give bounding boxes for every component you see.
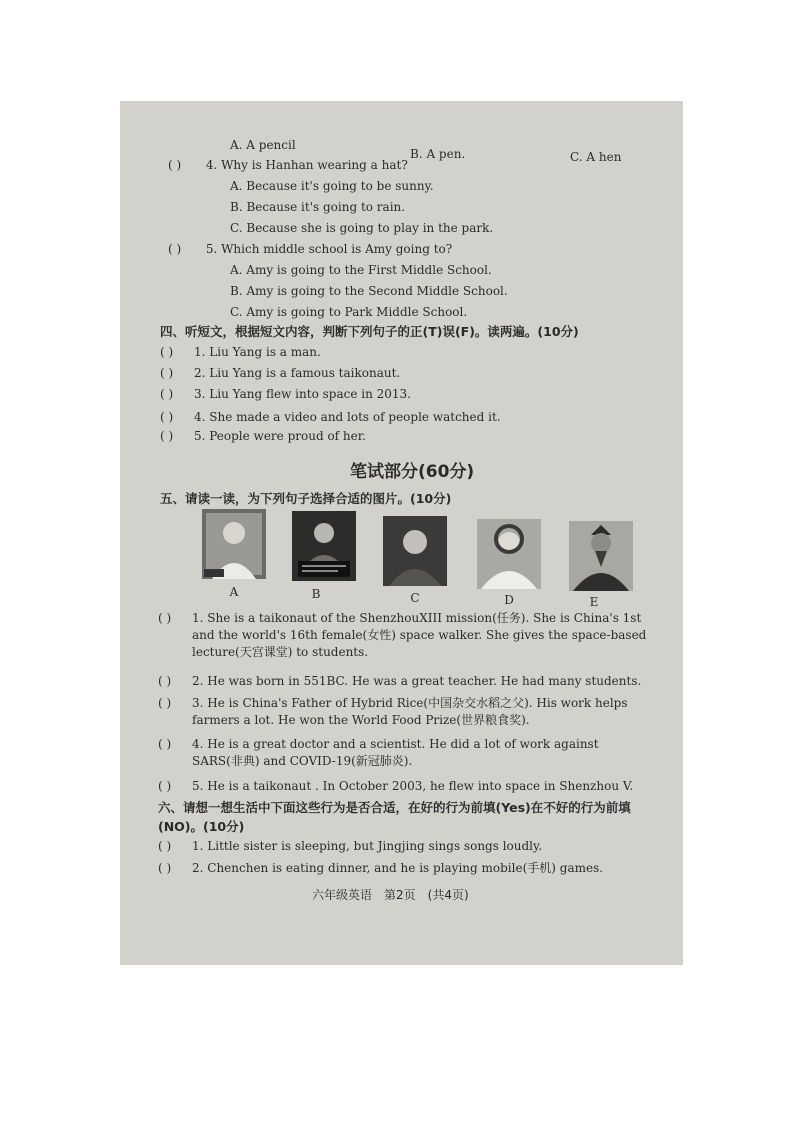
q5-question-row	[168, 241, 452, 257]
part5-item	[158, 695, 652, 729]
part6-item	[158, 838, 542, 854]
q3-option-a: A. A pencil	[230, 138, 296, 152]
answer-blank[interactable]: ( )	[160, 410, 174, 424]
part4-item	[160, 409, 501, 425]
q5-option-b: B. Amy is going to the Second Middle School.	[230, 284, 508, 298]
photo-b-farmer	[292, 511, 356, 581]
answer-blank[interactable]: ( )	[158, 674, 172, 688]
exam-page	[120, 101, 683, 965]
item-text: 1. She is a taikonaut of the ShenzhouXIII mission(任务). She is China's 1st and the world's 16th female(女性) space walker. She gives the space-based lecture(天宫课堂) to students.	[192, 611, 647, 659]
item-text: 1. Little sister is sleeping, but Jingjing sings songs loudly.	[192, 839, 543, 853]
part4-item	[160, 365, 400, 381]
part5-item	[158, 673, 641, 689]
answer-blank[interactable]: ( )	[158, 611, 172, 625]
item-text: 5. He is a taikonaut . In October 2003, he flew into space in Shenzhou V.	[192, 779, 634, 793]
answer-blank[interactable]: ( )	[158, 696, 172, 710]
q3-option-c: C. A hen	[570, 150, 622, 164]
written-part-title: 笔试部分(60分)	[350, 462, 475, 482]
part5-item	[158, 610, 652, 661]
photo-label-b: B	[311, 587, 321, 601]
item-text: 4. She made a video and lots of people watched it.	[194, 410, 501, 424]
answer-blank[interactable]: ( )	[168, 242, 182, 256]
answer-blank[interactable]: ( )	[160, 366, 174, 380]
q4-option-a: A. Because it's going to be sunny.	[230, 179, 434, 193]
answer-blank[interactable]: ( )	[158, 861, 172, 875]
part6-heading: 六、请想一想生活中下面这些行为是否合适，在好的行为前填(Yes)在不好的行为前填(NO)。(10分)	[158, 800, 631, 834]
item-text: 4. He is a great doctor and a scientist. He did a lot of work against SARS(非典) and COVID-19(新冠肺炎).	[192, 737, 599, 768]
answer-blank[interactable]: ( )	[168, 158, 182, 172]
answer-blank[interactable]: ( )	[158, 839, 172, 853]
part4-item	[160, 344, 321, 360]
part4-item	[160, 428, 366, 444]
answer-blank[interactable]: ( )	[160, 429, 174, 443]
part4-item	[160, 386, 411, 402]
q3-option-b: B. A pen.	[410, 147, 466, 161]
item-text: 2. He was born in 551BC. He was a great teacher. He had many students.	[192, 674, 642, 688]
photo-label-c: C	[410, 591, 420, 605]
photo-e-teacher	[569, 521, 633, 591]
part4-heading: 四、听短文，根据短文内容，判断下列句子的正(T)误(F)。读两遍。(10分)	[160, 324, 579, 339]
page-footer: 六年级英语 第2页 (共4页)	[312, 888, 469, 902]
photo-label-d: D	[504, 593, 514, 607]
q5-option-a: A. Amy is going to the First Middle School.	[230, 263, 492, 277]
q4-question: 4. Why is Hanhan wearing a hat?	[205, 158, 408, 172]
part5-item	[158, 736, 652, 770]
item-text: 1. Liu Yang is a man.	[194, 345, 321, 359]
item-text: 2. Chenchen is eating dinner, and he is playing mobile(手机) games.	[192, 861, 604, 875]
part5-heading: 五、请读一读，为下列句子选择合适的图片。(10分)	[160, 491, 452, 506]
q4-option-b: B. Because it's going to rain.	[230, 200, 406, 214]
photo-label-a: A	[229, 585, 239, 599]
item-text: 5. People were proud of her.	[194, 429, 366, 443]
answer-blank[interactable]: ( )	[158, 737, 172, 751]
photo-c-taikonaut	[383, 516, 447, 586]
item-text: 2. Liu Yang is a famous taikonaut.	[194, 366, 401, 380]
photo-d-taikonaut	[477, 519, 541, 589]
answer-blank[interactable]: ( )	[160, 387, 174, 401]
item-text: 3. Liu Yang flew into space in 2013.	[194, 387, 411, 401]
q5-question: 5. Which middle school is Amy going to?	[205, 242, 453, 256]
photo-a-doctor	[202, 509, 266, 579]
q4-option-c: C. Because she is going to play in the park.	[230, 221, 494, 235]
answer-blank[interactable]: ( )	[160, 345, 174, 359]
photo-label-e: E	[589, 595, 599, 609]
answer-blank[interactable]: ( )	[158, 779, 172, 793]
item-text: 3. He is China's Father of Hybrid Rice(中国杂交水稻之父). His work helps farmers a lot. He won the World Food Prize(世界粮食奖).	[192, 696, 628, 727]
q4-question-row	[168, 157, 408, 173]
part5-item	[158, 778, 633, 794]
part6-item	[158, 860, 603, 876]
q5-option-c: C. Amy is going to Park Middle School.	[230, 305, 468, 319]
